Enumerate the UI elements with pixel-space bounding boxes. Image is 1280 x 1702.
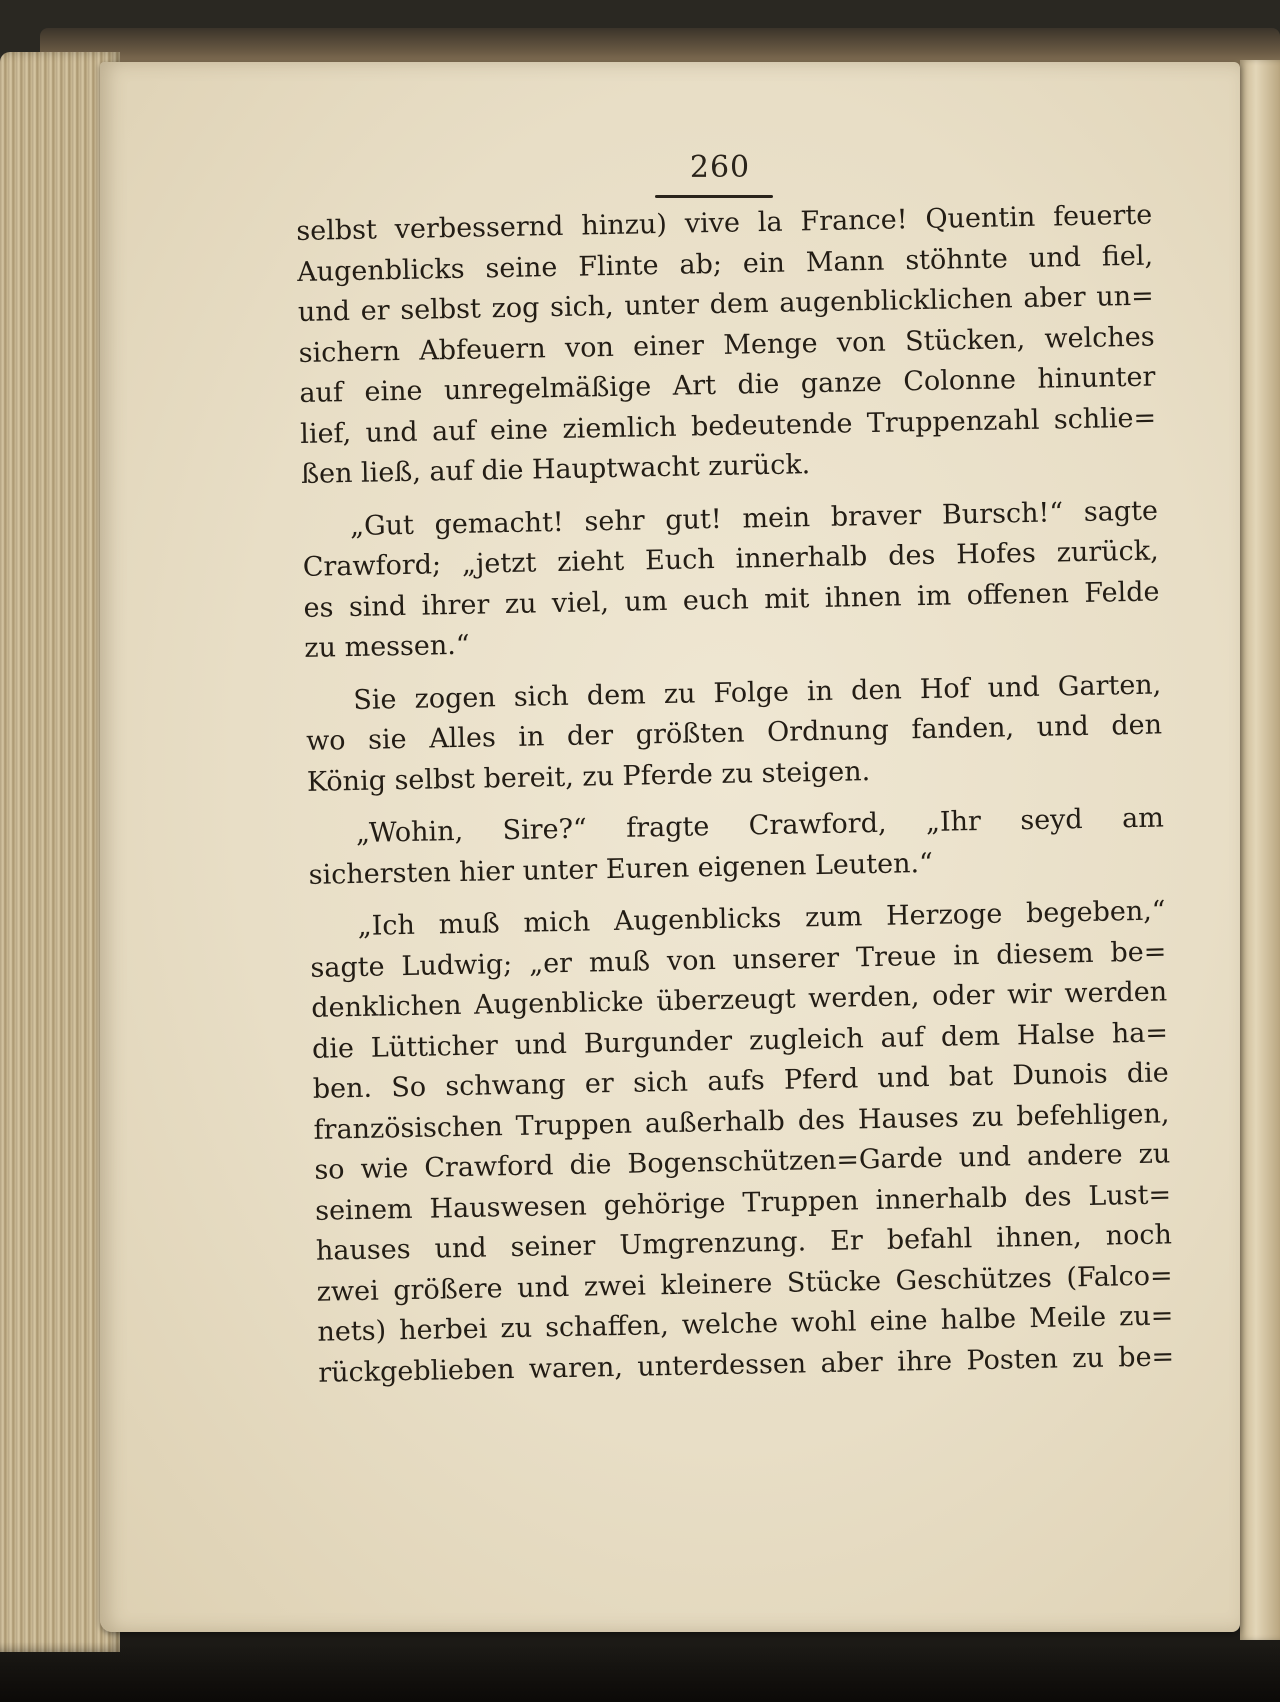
text-line: französischen Truppen außerhalb des Hauses zu befehligen, bbox=[313, 1097, 1170, 1146]
text-line: die Lütticher und Burgunder zugleich auf dem Halse ha= bbox=[311, 1016, 1169, 1065]
text-line: ben. So schwang er sich aufs Pferd und bat Dunois die bbox=[312, 1057, 1169, 1105]
text-line: seinem Hauswesen gehörige Truppen innerhalb des Lust= bbox=[314, 1178, 1172, 1227]
paragraph bbox=[309, 891, 1174, 1393]
paragraph bbox=[305, 665, 1163, 803]
page-number: 260 bbox=[689, 150, 751, 185]
text-line: nets) herbei zu schaffen, welche wohl eine halbe Meile zu= bbox=[317, 1300, 1174, 1348]
text-line: zwei größere und zwei kleinere Stücke Geschützes (Falco= bbox=[316, 1259, 1173, 1308]
paragraph bbox=[302, 491, 1161, 669]
text-line: hauses und seiner Umgrenzung. Er befahl ihnen, noch bbox=[315, 1219, 1173, 1267]
text-line: „Wohin, Sire?“ fragte Crawford, „Ihr seyd am bbox=[355, 802, 1165, 849]
text-line: rückgeblieben waren, unterdessen aber ihre Posten zu be= bbox=[317, 1340, 1175, 1389]
text-line: und er selbst zog sich, unter dem augenblicklichen aber un= bbox=[297, 280, 1155, 328]
text-line: es sind ihrer zu viel, um euch mit ihnen im offenen Felde bbox=[303, 575, 1160, 624]
text-line: König selbst bereit, zu Pferde zu steigen. bbox=[306, 755, 871, 798]
paragraph bbox=[296, 196, 1157, 496]
text-line: wo sie Alles in der größten Ordnung fanden, und den bbox=[305, 709, 1163, 757]
text-line: Sie zogen sich dem zu Folge in den Hof und Garten, bbox=[353, 668, 1162, 716]
next-page-edge bbox=[1240, 60, 1280, 1640]
text-line: ßen ließ, auf die Hauptwacht zurück. bbox=[300, 449, 811, 490]
text-line: lief, und auf eine ziemlich bedeutende Truppenzahl schlie= bbox=[299, 402, 1157, 450]
text-line: selbst verbessernd hinzu) vive la France! Quentin feuerte bbox=[296, 199, 1153, 247]
text-line: „Ich muß mich Augenblicks zum Herzoge begeben,“ bbox=[357, 895, 1166, 942]
text-line: sagte Ludwig; „er muß von unserer Treue in diesem be= bbox=[310, 935, 1167, 984]
bottom-shadow bbox=[0, 1642, 1280, 1702]
text-line: zu messen.“ bbox=[304, 629, 470, 664]
page-body-text bbox=[296, 196, 1175, 1394]
page-number-rule bbox=[655, 195, 773, 198]
text-line: sichern Abfeuern von einer Menge von Stücken, welches bbox=[298, 321, 1155, 369]
text-line: auf eine unregelmäßige Art die ganze Colonne hinunter bbox=[299, 361, 1156, 409]
text-line: „Gut gemacht! sehr gut! mein braver Bursch!“ sagte bbox=[349, 495, 1159, 542]
text-line: Augenblicks seine Flinte ab; ein Mann stöhnte und fiel, bbox=[296, 240, 1154, 288]
text-line: sichersten hier unter Euren eigenen Leuten.“ bbox=[308, 847, 934, 891]
text-line: so wie Crawford die Bogenschützen=Garde und andere zu bbox=[314, 1138, 1171, 1186]
text-line: denklichen Augenblicke überzeugt werden, oder wir werden bbox=[310, 976, 1168, 1024]
text-line: Crawford; „jetzt zieht Euch innerhalb des Hofes zurück, bbox=[302, 535, 1159, 583]
